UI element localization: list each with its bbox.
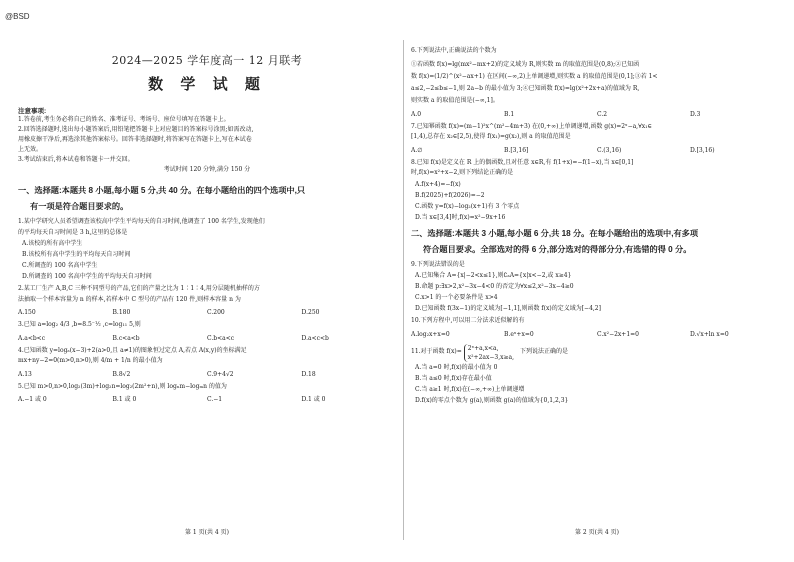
page-footer: 第 1 页(共 4 页) xyxy=(185,529,229,536)
q7-options xyxy=(411,145,783,156)
q2-option-c: C.200 xyxy=(207,309,225,316)
page-divider xyxy=(403,40,404,540)
q3-option-d: D.a<c<b xyxy=(301,334,329,342)
q2-options xyxy=(18,307,396,318)
q7-option-a: A.∅ xyxy=(411,146,423,154)
note-line: 用橡皮擦干净后,再选涂其他答案标号。回答非选择题时,将答案写在答题卡上,写在本试卷 xyxy=(18,136,252,143)
question-6-line: a≤2,−2≤b≤−1,则 2a−b 的最小值为 3;④已知函数 f(x)=lg(x²+2x+a)的值域为 R, xyxy=(411,84,640,92)
question-1 xyxy=(18,217,396,238)
q2-option-b: B.180 xyxy=(112,309,131,316)
note-line: 1.答卷前,考生务必将自己的姓名、准考证号、考场号、座位号填写在答题卡上。 xyxy=(18,116,230,123)
right-page xyxy=(411,0,783,562)
question-11 xyxy=(411,344,783,362)
q8-option-c: C.函数 y=f(x)−log₂(x+1)有 3 个零点 xyxy=(415,202,520,210)
q7-option-b: B.[3,16] xyxy=(504,146,529,154)
section-1-heading-cont: 有一项是符合题目要求的。 xyxy=(30,202,129,211)
question-4-line: 4.已知函数 y=logₐ(x−3)+2(a>0,且 a≠1)的图象恒过定点 A,若点 A(x,y)的坐标满足 xyxy=(18,346,247,354)
q10-option-b: B.eˣ+x=0 xyxy=(504,330,534,338)
q4-option-d: D.18 xyxy=(301,370,316,378)
notes-heading: 注意事项: xyxy=(18,108,47,115)
q8-option-a: A.f(x+4)=−f(x) xyxy=(415,180,461,188)
q5-option-a: A.−1 或 0 xyxy=(18,396,47,403)
q1-option-d: D.所调查的 100 名高中学生的平均每天自习时间 xyxy=(22,273,152,280)
question-1-line: 1.某中学研究人员希望调查该校高中学生平均每天的自习时间,他调查了 100 名学生,发现他们 xyxy=(18,218,265,225)
q5-option-b: B.1 或 0 xyxy=(112,396,137,403)
question-6-line: 数 f(x)=(1/2)^(x²−ax+1) 在区间(−∞,2)上单调递增,则实数 a 的取值范围是(0,1];③若 1< xyxy=(411,72,658,80)
subject-title: 数 学 试 题 xyxy=(148,75,266,93)
question-11-lead: 11.对于函数 f(x)= xyxy=(411,348,462,356)
q11-option-c: C.当 a≥1 时,f(x)在(−∞,+∞)上单调递增 xyxy=(415,385,525,393)
question-5: 5.已知 m>0,n>0,log₂(3m)+log₂n=log₂(2m²+n),则 logₙm−logₘn 的值为 xyxy=(18,382,227,390)
question-6: 6.下列说法中,正确说法的个数为 xyxy=(411,47,497,54)
question-7-line: [1,4),总存在 x₂∈[2,5),使得 f(x₁)=g(x₂),则 a 的取值范围是 xyxy=(411,133,571,140)
q6-option-c: C.2 xyxy=(597,110,608,118)
q9-option-d: D.已知函数 f(3x−1)的定义域为[−1,1],则函数 f(x)的定义域为[−4,2] xyxy=(415,305,601,312)
q3-option-a: A.a<b<c xyxy=(18,334,46,342)
q6-option-d: D.3 xyxy=(690,110,701,118)
question-6-line: 则实数 a 的取值范围是(−∞,1]。 xyxy=(411,96,499,104)
q6-options xyxy=(411,109,783,120)
q10-options xyxy=(411,329,783,340)
q1-option-a: A.该校的所有高中学生 xyxy=(22,240,83,247)
q7-option-d: D.[3,16) xyxy=(690,146,715,154)
q1-option-b: B.该校所有高中学生的平均每天自习时间 xyxy=(22,251,131,258)
q5-options xyxy=(18,394,396,405)
q5-option-c: C.−1 xyxy=(207,396,223,403)
q8-option-b: B.f(2025)+f(2026)=−2 xyxy=(415,191,485,199)
piecewise-brace xyxy=(464,344,514,362)
section-1-heading: 一、选择题:本题共 8 小题,每小题 5 分,共 40 分。在每小题给出的四个选项中,只 xyxy=(18,186,306,195)
question-9: 9.下列说法错误的是 xyxy=(411,260,465,268)
question-7 xyxy=(411,122,783,143)
q9-option-c: C.x>1 的一个必要条件是 x>4 xyxy=(415,294,498,301)
q10-option-c: C.x²−2x+1=0 xyxy=(597,330,639,338)
q10-option-d: D.√x+ln x=0 xyxy=(690,330,729,338)
q2-option-d: D.250 xyxy=(301,309,320,316)
question-8 xyxy=(411,158,783,179)
q11-option-b: B.当 a≤0 时,f(x)存在最小值 xyxy=(415,374,492,382)
question-4 xyxy=(18,346,396,367)
q4-option-c: C.9+4√2 xyxy=(207,370,234,378)
exam-title: 2024—2025 学年度高一 12 月联考 xyxy=(111,54,303,67)
exam-time: 考试时间 120 分钟,满分 150 分 xyxy=(163,166,251,173)
question-6-line: ①若函数 f(x)=lg(mx²−mx+2)的定义域为 R,则实数 m 的取值范围是(0,8);②已知函 xyxy=(411,60,640,68)
q9-option-a: A.已知集合 A={x|−2<x≤1},则∁ₐA={x|x<−2,或 x≥4} xyxy=(415,272,572,279)
question-6-body xyxy=(411,59,783,107)
note-line: 3.考试结束后,将本试卷和答题卡一并交回。 xyxy=(18,156,134,163)
question-2 xyxy=(18,284,396,305)
question-4-line: mx+ny−2=0(m>0,n>0),则 4/m + 1/n 的最小值为 xyxy=(18,357,163,364)
q10-option-a: A.log₂x+x=0 xyxy=(411,330,450,338)
publisher-logo: @BSD xyxy=(5,12,30,21)
question-2-line: 2.某工厂生产 A,B,C 三种不同型号的产品,它们的产量之比为 1∶1∶4,用分层随机抽样的方 xyxy=(18,285,260,292)
left-page xyxy=(18,0,396,562)
question-7-line: 7.已知幂函数 f(x)=(m−1)²x^(m²−4m+3) 在(0,+∞)上单调递增,函数 g(x)=2ˣ−a,∀x₁∈ xyxy=(411,122,652,130)
note-line: 2.回答选择题时,选出每小题答案后,用铅笔把答题卡上对应题目的答案标号涂黑;如需改动, xyxy=(18,126,254,133)
q3-option-c: C.b<a<c xyxy=(207,334,235,342)
q3-option-b: B.c<a<b xyxy=(112,334,140,342)
q11-option-d: D.f(x)的零点个数为 g(a),则函数 g(a)的值域为{0,1,2,3} xyxy=(415,396,569,404)
page-footer: 第 2 页(共 4 页) xyxy=(575,529,619,536)
q8-option-d: D.当 x∈[3,4]时,f(x)=x²−9x+16 xyxy=(415,213,506,221)
question-2-line: 法抽取一个样本容量为 n 的样本,若样本中 C 型号的产品有 120 件,则样本容量 n 为 xyxy=(18,295,241,303)
question-8-line: 8.已知 f(x)是定义在 R 上的偶函数,且对任意 x∈R,有 f(1+x)=−f(1−x),当 x∈[0,1] xyxy=(411,158,634,166)
q3-options xyxy=(18,333,396,344)
q7-option-c: C.(3,16) xyxy=(597,146,622,154)
note-line: 上无效。 xyxy=(18,146,43,153)
q6-option-a: A.0 xyxy=(411,110,422,118)
q4-option-a: A.13 xyxy=(18,370,32,378)
q5-option-d: D.1 或 0 xyxy=(301,396,326,403)
piece-1: 2ˣ+a,x<a, xyxy=(467,344,499,352)
question-1-line: 的平均每天自习时间是 3 h,这里的总体是 xyxy=(18,228,128,236)
section-2-heading-cont: 符合题目要求。全部选对的得 6 分,部分选对的得部分分,有选错的得 0 分。 xyxy=(423,244,692,254)
q6-option-b: B.1 xyxy=(504,110,515,118)
q4-options xyxy=(18,369,396,380)
section-2-heading: 二、选择题:本题共 3 小题,每小题 6 分,共 18 分。在每小题给出的选项中,有多项 xyxy=(411,228,699,238)
q2-option-a: A.150 xyxy=(18,309,36,316)
question-8-line: 时,f(x)=x²+x−2,则下列结论正确的是 xyxy=(411,169,514,176)
piece-2: x²+2ax−3,x≥a, xyxy=(467,353,515,361)
q1-option-c: C.所调查的 100 名高中学生 xyxy=(22,262,98,269)
q4-option-b: B.8√2 xyxy=(112,370,131,378)
q9-option-b: B.命题 p:∃x>2,x²−3x−4<0 的否定为∀x≤2,x²−3x−4≥0 xyxy=(415,283,574,290)
q11-option-a: A.当 a=0 时,f(x)的最小值为 0 xyxy=(415,363,498,371)
question-11-tail: 下列说法正确的是 xyxy=(520,348,569,356)
question-3: 3.已知 a=log₂ 4/3 ,b=8.5⁻½ ,c=log₁₁ 5,则 xyxy=(18,321,141,328)
question-10: 10.下列方程中,可以用二分法求近似解的有 xyxy=(411,317,525,324)
